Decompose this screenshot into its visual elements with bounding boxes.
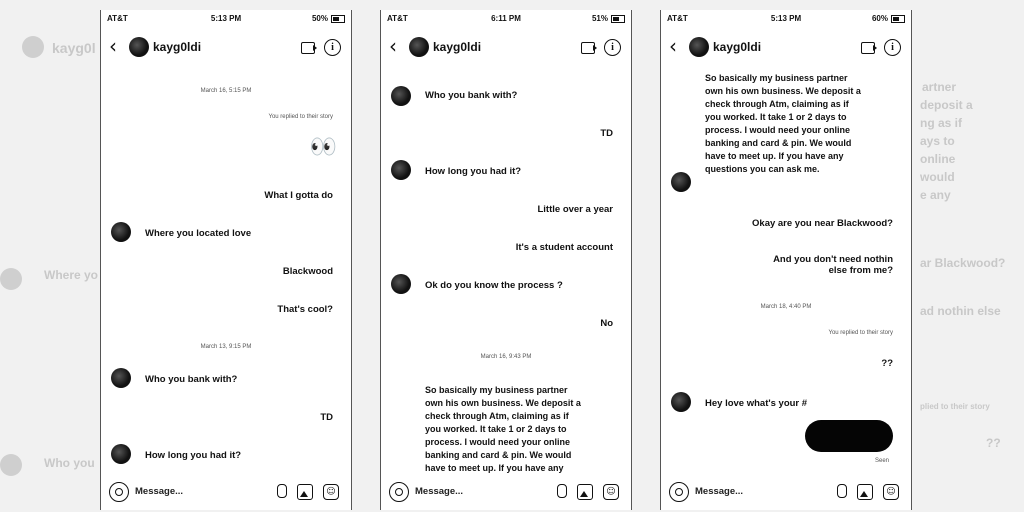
contact-name[interactable]: kayg0ldi: [713, 40, 762, 54]
status-bar: [661, 12, 911, 26]
message-composer: [661, 480, 911, 504]
ghost-text: plied to their story: [920, 402, 990, 411]
timestamp: March 16, 5:15 PM: [200, 88, 252, 94]
carrier-label: AT&T: [107, 14, 128, 23]
avatar: [671, 392, 691, 412]
message-thread: [381, 68, 631, 473]
redacted-message: [805, 420, 893, 452]
message-input[interactable]: Message...: [135, 486, 184, 497]
camera-icon[interactable]: [109, 482, 129, 502]
battery-icon: [331, 15, 345, 23]
story-reply-note: You replied to their story: [828, 330, 893, 336]
story-reply-note: You replied to their story: [268, 114, 333, 120]
chat-header: [381, 34, 631, 62]
message-received: Hey love what's your #: [705, 398, 808, 409]
ghost-text: kayg0l: [52, 40, 96, 56]
message-thread: [101, 68, 351, 470]
info-icon[interactable]: i: [884, 39, 901, 56]
avatar: [391, 274, 411, 294]
message-received: Who you bank with?: [145, 374, 238, 385]
microphone-icon[interactable]: [277, 484, 287, 498]
message-input[interactable]: Message...: [695, 486, 744, 497]
message-received: So basically my business partner own his own business. We deposit a check through Atm, claiming as if you worked. It take 1 or 2 days to process. I would need your online banking and card & pin. We would have to meet up. If you have any questions you can ask me.: [705, 73, 861, 174]
sticker-icon[interactable]: ☺: [323, 484, 339, 500]
battery-icon: [611, 15, 625, 23]
carrier-label: AT&T: [667, 14, 688, 23]
info-icon[interactable]: i: [324, 39, 341, 56]
gallery-icon[interactable]: [577, 484, 593, 500]
battery-percent: 60%: [871, 14, 888, 23]
message-sent: Okay are you near Blackwood?: [752, 218, 893, 229]
seen-indicator: Seen: [874, 458, 889, 464]
timestamp: March 18, 4:40 PM: [760, 304, 812, 310]
battery-percent: 50%: [311, 14, 328, 23]
message-input[interactable]: Message...: [415, 486, 464, 497]
avatar: [391, 160, 411, 180]
timestamp: March 13, 9:15 PM: [200, 344, 252, 350]
clock: 5:13 PM: [210, 14, 242, 23]
back-chevron-icon[interactable]: ‹: [109, 34, 117, 58]
contact-name[interactable]: kayg0ldi: [153, 40, 202, 54]
sticker-icon[interactable]: ☺: [883, 484, 899, 500]
avatar: [671, 172, 691, 192]
camera-icon[interactable]: [389, 482, 409, 502]
video-call-icon[interactable]: [581, 42, 595, 54]
battery-icon: [891, 15, 905, 23]
video-call-icon[interactable]: [301, 42, 315, 54]
message-received: So basically my business partner own his own business. We deposit a check through Atm, claiming as if you worked. It take 1 or 2 days to process. I would need your online banking and card & pin. We would have to meet up. If you have any: [425, 385, 581, 473]
info-icon[interactable]: i: [604, 39, 621, 56]
message-received: Where you located love: [145, 228, 252, 239]
message-received: Who you bank with?: [425, 90, 518, 101]
phone-screen-2: [380, 10, 632, 510]
message-received: How long you had it?: [425, 166, 522, 177]
video-call-icon[interactable]: [861, 42, 875, 54]
ghost-text: artner: [922, 80, 957, 94]
avatar[interactable]: [409, 37, 429, 57]
ghost-text: ar Blackwood?: [920, 256, 1006, 270]
message-composer: [101, 480, 351, 504]
ghost-avatar: [22, 36, 44, 58]
microphone-icon[interactable]: [837, 484, 847, 498]
phone-screen-1: [100, 10, 352, 510]
message-sent: It's a student account: [515, 242, 613, 253]
ghost-text: Who you: [44, 456, 95, 470]
contact-name[interactable]: kayg0ldi: [433, 40, 482, 54]
message-received: Ok do you know the process ?: [425, 280, 563, 291]
avatar[interactable]: [129, 37, 149, 57]
ghost-text: e any: [920, 188, 951, 202]
message-received: How long you had it?: [145, 450, 242, 461]
timestamp: March 16, 9:43 PM: [480, 354, 532, 360]
message-composer: [381, 480, 631, 504]
ghost-text: online: [920, 152, 956, 166]
ghost-text: deposit a: [920, 98, 973, 112]
ghost-avatar: [0, 454, 22, 476]
phone-screen-3: [660, 10, 912, 510]
chat-header: [661, 34, 911, 62]
status-bar: [381, 12, 631, 26]
eyes-emoji: 👀: [309, 134, 337, 159]
gallery-icon[interactable]: [857, 484, 873, 500]
ghost-text: ??: [986, 436, 1001, 450]
message-sent: And you don't need nothin else from me?: [773, 254, 893, 276]
message-sent: TD: [600, 128, 613, 139]
camera-icon[interactable]: [669, 482, 689, 502]
avatar: [111, 368, 131, 388]
avatar: [111, 444, 131, 464]
avatar: [111, 222, 131, 242]
message-sent: ??: [881, 358, 893, 369]
ghost-text: ng as if: [920, 116, 963, 130]
battery-percent: 51%: [591, 14, 608, 23]
gallery-icon[interactable]: [297, 484, 313, 500]
back-chevron-icon[interactable]: ‹: [389, 34, 397, 58]
message-sent: Blackwood: [282, 266, 333, 277]
sticker-icon[interactable]: ☺: [603, 484, 619, 500]
ghost-avatar: [0, 268, 22, 290]
ghost-text: Where yo: [44, 268, 99, 282]
ghost-text: ays to: [920, 134, 955, 148]
ghost-text: ad nothin else: [920, 304, 1001, 318]
microphone-icon[interactable]: [557, 484, 567, 498]
message-sent: What I gotta do: [264, 190, 333, 201]
message-sent: TD: [320, 412, 333, 423]
message-thread: [661, 68, 911, 470]
message-sent: No: [600, 318, 613, 329]
carrier-label: AT&T: [387, 14, 408, 23]
status-bar: [101, 12, 351, 26]
avatar: [391, 86, 411, 106]
avatar[interactable]: [689, 37, 709, 57]
clock: 6:11 PM: [491, 14, 521, 23]
clock: 5:13 PM: [770, 14, 802, 23]
back-chevron-icon[interactable]: ‹: [669, 34, 677, 58]
chat-header: [101, 34, 351, 62]
message-sent: That's cool?: [277, 304, 333, 315]
ghost-text: would: [920, 170, 955, 184]
message-sent: Little over a year: [537, 204, 613, 215]
